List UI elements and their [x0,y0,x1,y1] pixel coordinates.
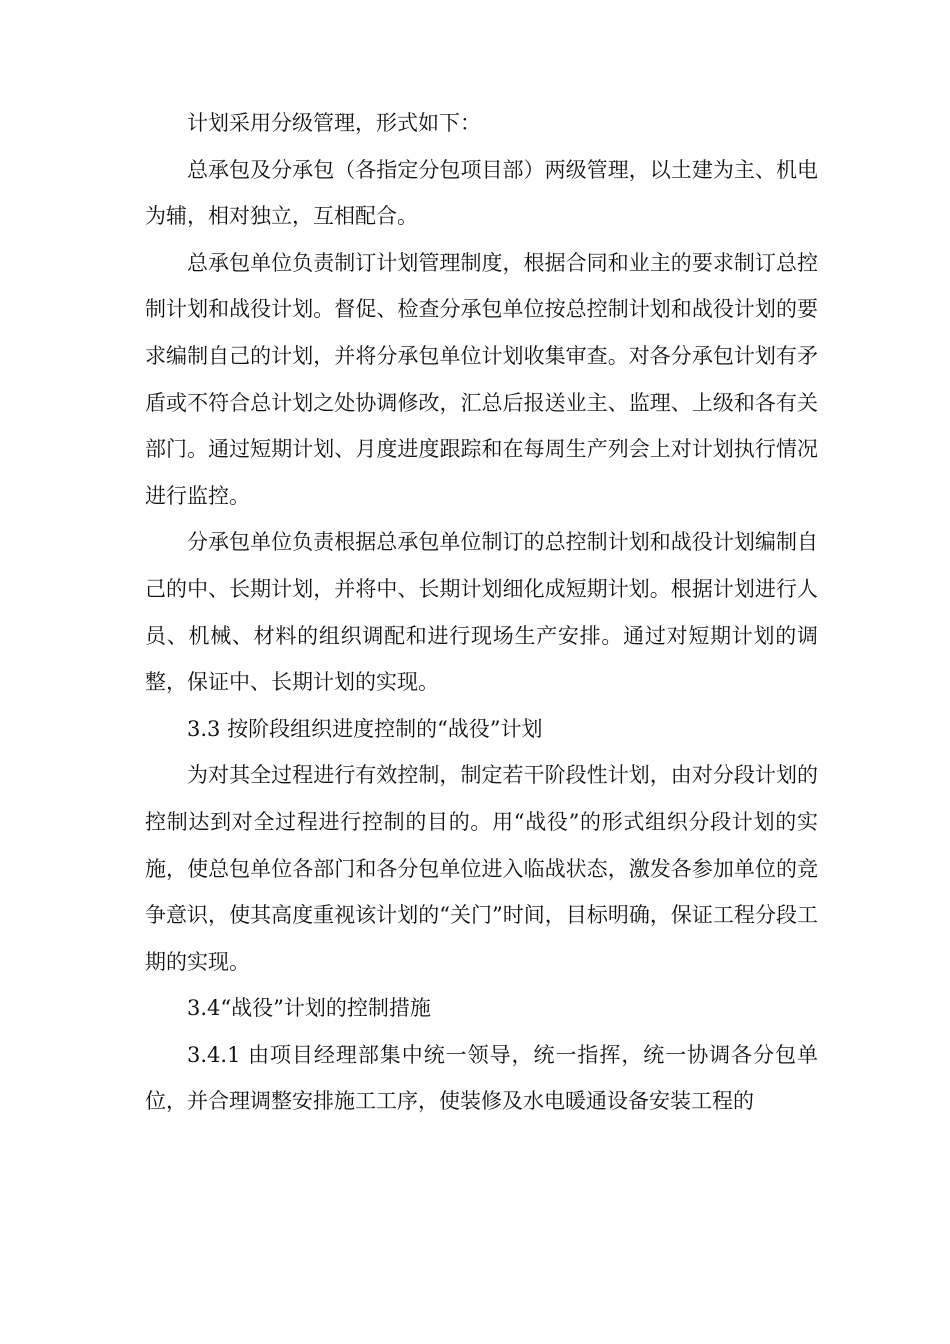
paragraph-section-3-3-body: 为对其全过程进行有效控制，制定若干阶段性计划，由对分段计划的控制达到对全过程进行控制的目的。用“战役”的形式组织分段计划的实施，使总包单位各部门和各分包单位进入临战状态，激发各参加单位的竞争意识，使其高度重视该计划的“关门”时间，目标明确，保证工程分段工期的实现。 [145,763,818,974]
section-heading-3-3: 3.3 按阶段组织进度控制的“战役”计划 [187,716,543,741]
paragraph-subcontractor-duties: 分承包单位负责根据总承包单位制订的总控制计划和战役计划编制自己的中、长期计划，并将中、长期计划细化成短期计划。根据计划进行人员、机械、材料的组织调配和进行现场生产安排。通过对短期计划的调整，保证中、长期计划的实现。 [145,530,818,695]
paragraph-general-contractor-duties: 总承包单位负责制订计划管理制度，根据合同和业主的要求制订总控制计划和战役计划。督促、检查分承包单位按总控制计划和战役计划的要求编制自己的计划，并将分承包单位计划收集审查。对各分承包计划有矛盾或不符合总计划之处协调修改，汇总后报送业主、监理、上级和各有关部门。通过短期计划、月度进度跟踪和在每周生产列会上对计划执行情况进行监控。 [145,250,818,508]
paragraph-two-level-management: 总承包及分承包（各指定分包项目部）两级管理，以土建为主、机电为辅，相对独立，互相配合。 [145,157,818,229]
section-heading-3-4: 3.4“战役”计划的控制措施 [187,996,431,1021]
document-body [145,100,818,1125]
paragraph-item-3-4-1: 3.4.1 由项目经理部集中统一领导，统一指挥，统一协调各分包单位，并合理调整安排施工工序，使装修及水电暖通设备安装工程的 [145,1042,818,1114]
paragraph-plan-management: 计划采用分级管理，形式如下： [187,111,481,135]
